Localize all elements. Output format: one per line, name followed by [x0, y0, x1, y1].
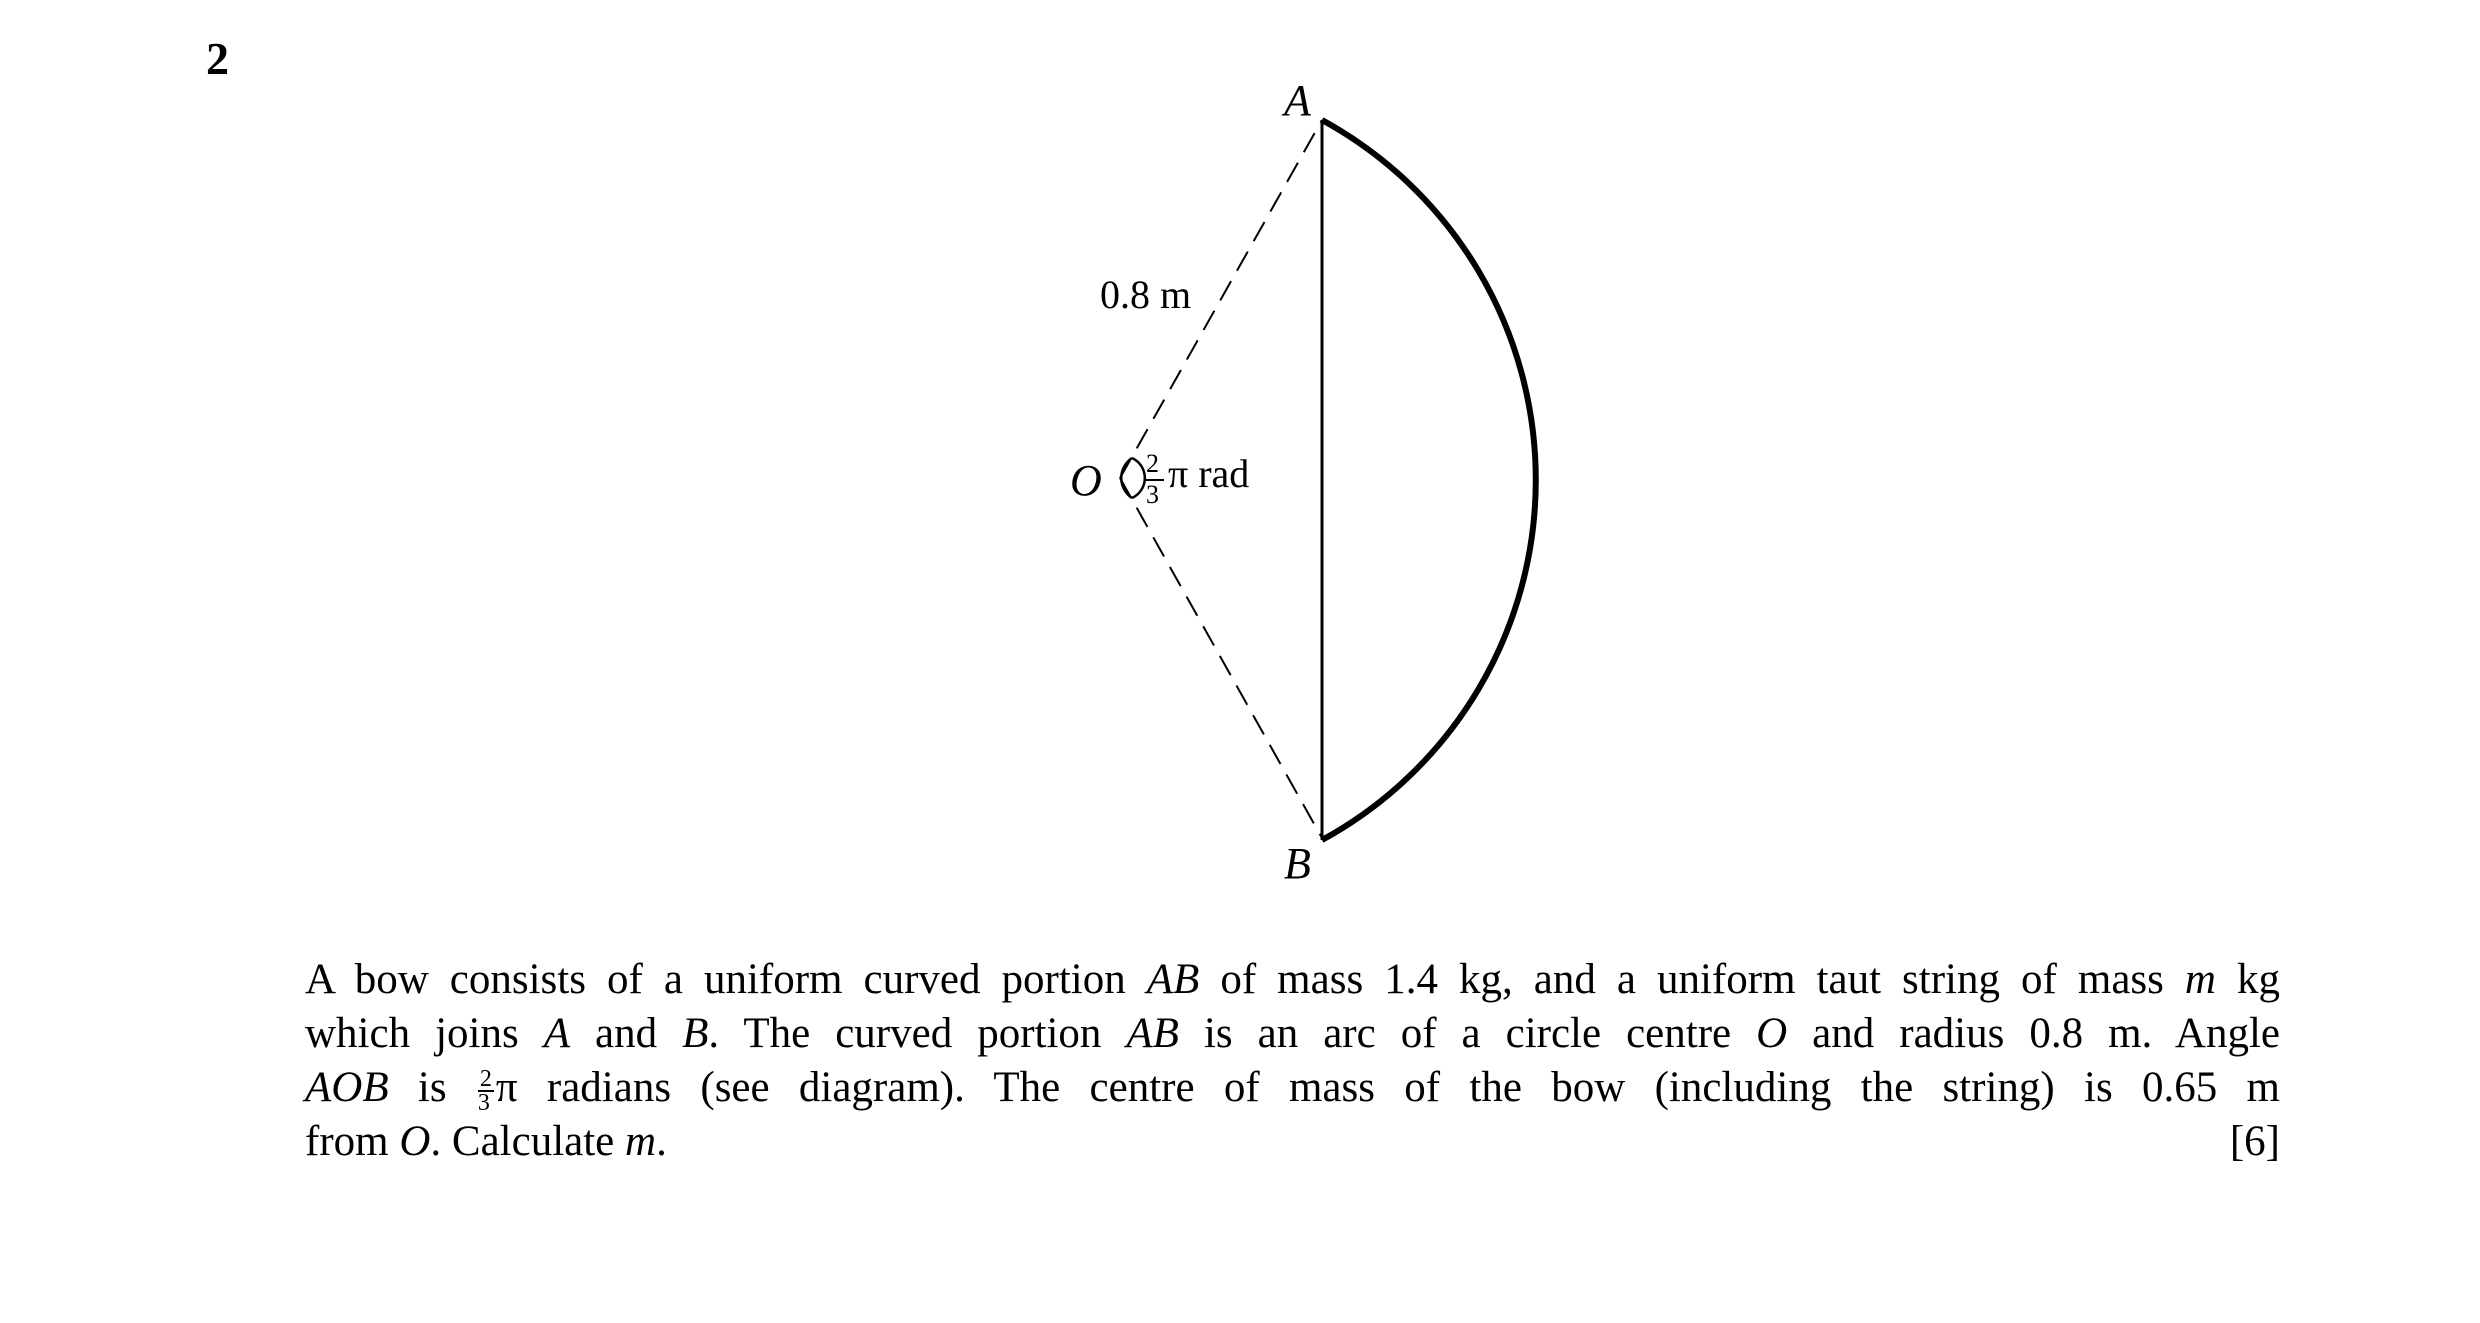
question-line-3 [305, 1061, 2280, 1115]
text-run-italic: AB [1146, 956, 1200, 1003]
angle-fraction-numerator: 2 [1146, 449, 1159, 478]
text-run-italic: m [625, 1118, 657, 1165]
angle-marker-left [1121, 458, 1132, 498]
fraction-numerator: 2 [479, 1066, 492, 1093]
question-line-2 [305, 1007, 2280, 1061]
marks-allocation: [6] [2229, 1118, 2280, 1165]
radius-label: 0.8 m [1100, 272, 1192, 317]
angle-fraction-denominator: 3 [1146, 480, 1159, 509]
label-O: O [1070, 456, 1102, 505]
text-run: A bow consists of a uniform curved portion [305, 956, 1147, 1003]
radius-OB [1120, 478, 1322, 838]
text-run: and radius 0.8 m. Angle [1787, 1010, 2280, 1057]
question-number: 2 [206, 33, 229, 84]
label-A: A [1284, 76, 1311, 125]
text-run: . [656, 1118, 667, 1165]
angle-label-rest: π rad [1168, 451, 1250, 496]
text-run-italic: B [682, 1010, 709, 1057]
text-run: π radians (see diagram). The centre of mass of the bow (including the string) is 0.65 m [495, 1064, 2280, 1111]
text-run: kg [2215, 956, 2280, 1003]
text-run-italic: O [1756, 1010, 1788, 1057]
text-run: . The curved portion [708, 1010, 1127, 1057]
fraction-denominator: 3 [477, 1090, 490, 1117]
bow-arc-AB [1322, 120, 1536, 840]
text-run: from [305, 1118, 400, 1165]
text-run-italic: A [543, 1010, 570, 1057]
question-line-1 [305, 953, 2280, 1007]
question-line-4 [305, 1115, 2280, 1169]
question-text [305, 953, 2280, 1169]
text-run: . Calculate [430, 1118, 626, 1165]
label-B: B [1284, 839, 1311, 888]
text-run-italic: m [2184, 956, 2216, 1003]
text-run: is an arc of a circle centre [1178, 1010, 1757, 1057]
text-run: of mass 1.4 kg, and a uniform taut string of mass [1199, 956, 2185, 1003]
text-run-italic: AB [1126, 1010, 1179, 1057]
text-run-italic: AOB [305, 1064, 389, 1111]
text-run: which joins [305, 1010, 544, 1057]
text-run: and [570, 1010, 683, 1057]
text-run: is [388, 1064, 476, 1111]
fraction-two-thirds [477, 1066, 494, 1117]
angle-marker [1132, 458, 1145, 498]
text-run-italic: O [399, 1118, 431, 1165]
